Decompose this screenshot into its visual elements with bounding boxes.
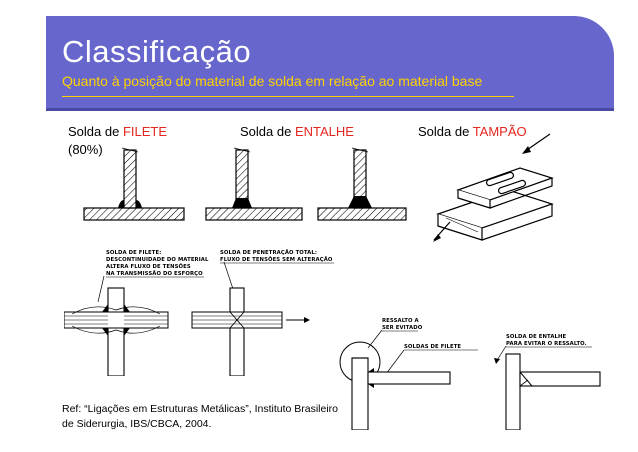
slide-title: Classificação bbox=[62, 34, 252, 69]
svg-text:SOLDAS DE FILETE: SOLDAS DE FILETE bbox=[404, 344, 462, 350]
ressalto-figure bbox=[340, 342, 450, 430]
svg-text:SOLDA DE ENTALHE: SOLDA DE ENTALHE bbox=[506, 334, 567, 340]
label-highlight-tampao: TAMPÃO bbox=[472, 124, 527, 139]
svg-text:SOLDA DE FILETE:: SOLDA DE FILETE: bbox=[106, 250, 162, 256]
label-highlight-entalhe: ENTALHE bbox=[294, 124, 354, 139]
label-prefix: Solda de bbox=[68, 124, 123, 139]
label-solda-entalhe bbox=[240, 124, 354, 139]
slide-subtitle: Quanto à posição do material de solda em relação ao material base bbox=[62, 73, 483, 89]
subtitle-underline bbox=[62, 96, 514, 97]
label-note-80: (80%) bbox=[68, 142, 103, 157]
tee-fillet-figure bbox=[84, 148, 184, 220]
entalhe-figure bbox=[506, 354, 600, 430]
tee-groove-figure-2 bbox=[318, 148, 406, 220]
tee-groove-figure-1 bbox=[206, 148, 302, 220]
fillet-cross-figure bbox=[64, 288, 168, 376]
tee-joint-diagrams bbox=[78, 146, 408, 226]
groove-cross-figure bbox=[192, 288, 310, 376]
stress-flow-diagrams bbox=[64, 240, 356, 376]
plug-weld-diagram bbox=[428, 132, 558, 244]
svg-text:PARA EVITAR O RESSALTO.: PARA EVITAR O RESSALTO. bbox=[506, 341, 587, 347]
svg-text:SER EVITADO: SER EVITADO bbox=[382, 325, 423, 331]
svg-text:RESSALTO A: RESSALTO A bbox=[382, 318, 419, 324]
svg-text:SOLDA DE PENETRAÇÃO TOTAL:: SOLDA DE PENETRAÇÃO TOTAL: bbox=[220, 250, 318, 256]
reference-note: Ref: “Ligações em Estruturas Metálicas”, Instituto Brasileiro de Siderurgia, IBS/CBCA, 2004. bbox=[62, 403, 339, 430]
svg-text:DESCONTINUIDADE DO MATERIAL: DESCONTINUIDADE DO MATERIAL bbox=[106, 257, 209, 263]
svg-text:ALTERA FLUXO DE TENSÕES: ALTERA FLUXO DE TENSÕES bbox=[106, 264, 191, 270]
soldas-filete-label bbox=[386, 344, 478, 374]
label-prefix: Solda de bbox=[418, 124, 473, 139]
label-highlight-filete: FILETE bbox=[122, 124, 168, 139]
label-prefix: Solda de bbox=[240, 124, 295, 139]
title-banner-shadow bbox=[46, 108, 614, 111]
svg-text:NA TRANSMISSÃO DO ESFORÇO: NA TRANSMISSÃO DO ESFORÇO bbox=[106, 271, 203, 277]
ressalto-diagrams bbox=[338, 314, 608, 430]
svg-text:FLUXO DE TENSÕES SEM ALTERAÇÃO: FLUXO DE TENSÕES SEM ALTERAÇÃO bbox=[220, 257, 333, 263]
